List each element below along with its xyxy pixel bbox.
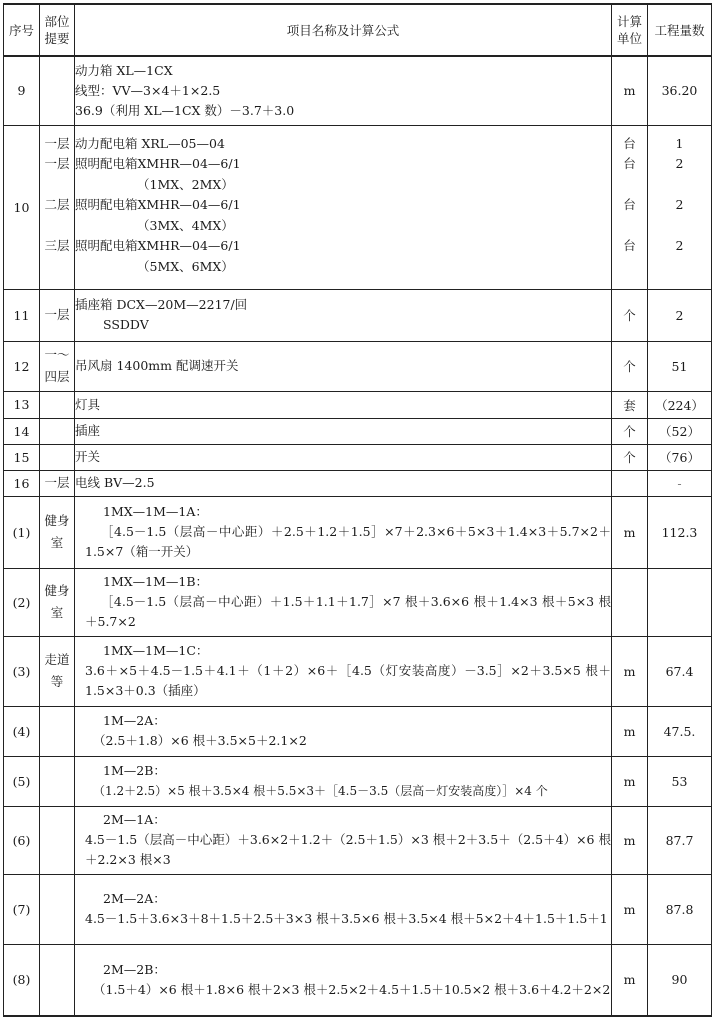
table-row	[4, 289, 712, 341]
row-no: (6)	[4, 806, 40, 874]
item-line: 线型：VV—3×4＋1×2.5	[75, 82, 221, 98]
item-title: 1M—2B：	[103, 763, 166, 778]
item-formula: （1.2＋2.5）×5 根＋3.5×4 根＋5.5×3＋［4.5－3.5（层高－灯安装高度）］×4 个	[93, 784, 548, 798]
item-title: 1MX—1M—1B：	[103, 574, 209, 589]
row-part	[40, 418, 75, 444]
row-item	[75, 496, 612, 568]
unit-line	[612, 257, 647, 278]
unit-line: 台	[623, 197, 636, 212]
part-line	[40, 216, 74, 237]
item-line: 动力配电箱 XRL—05—04	[75, 135, 225, 151]
row-item: 开关	[75, 444, 612, 470]
part-line: 走道	[44, 652, 70, 667]
item-line: （1MX、2MX）	[137, 176, 234, 192]
item-line: 照明配电箱XMHR—04—6/1	[75, 238, 241, 253]
item-line: 36.9（利用 XL—1CX 数）－3.7＋3.0	[75, 102, 295, 118]
part-line: 二层	[44, 197, 70, 212]
row-part	[40, 756, 75, 806]
row-qty: 47.5.	[648, 706, 712, 756]
row-part	[40, 56, 75, 125]
qty-line	[648, 175, 711, 196]
row-item	[75, 56, 612, 125]
part-line: 室	[50, 535, 64, 550]
row-item: 吊风扇 1400mm 配调速开关	[75, 341, 612, 391]
row-item	[75, 289, 612, 341]
row-qty: 67.4	[648, 636, 712, 706]
part-line	[40, 257, 74, 278]
table-row	[4, 756, 712, 806]
qty-line: 1	[675, 135, 684, 151]
part-line: 室	[50, 605, 64, 620]
header-qty: 工程量数	[648, 4, 712, 56]
row-item	[75, 568, 612, 636]
row-item: 电线 BV—2.5	[75, 470, 612, 496]
item-formula: 3.6＋×5＋4.5－1.5＋4.1＋（1＋2）×6＋［4.5（灯安装高度）－3.5］×2＋3.5×5 根＋1.5×3＋0.3（插座）	[85, 663, 611, 698]
part-line: 健身	[44, 513, 70, 528]
part-line	[40, 175, 74, 196]
unit-line: 台	[623, 135, 636, 151]
row-no: 14	[4, 418, 40, 444]
row-qty	[648, 125, 712, 289]
item-title: 1M—2A：	[103, 713, 166, 728]
row-part	[40, 636, 75, 706]
row-no: 9	[4, 56, 40, 125]
row-unit: m	[612, 56, 648, 125]
row-no: 15	[4, 444, 40, 470]
row-qty: （76）	[648, 444, 712, 470]
row-part	[40, 391, 75, 418]
table-row	[4, 568, 712, 636]
row-qty: 2	[648, 289, 712, 341]
row-item: 灯具	[75, 391, 612, 418]
item-formula: 4.5－1.5（层高－中心距）＋3.6×2＋1.2＋（2.5＋1.5）×3 根＋2＋3.5＋（2.5＋4）×6 根＋2.2×3 根×3	[85, 832, 611, 867]
row-qty: 87.8	[648, 874, 712, 944]
unit-line	[612, 175, 647, 196]
row-part	[40, 944, 75, 1016]
row-part	[40, 874, 75, 944]
row-no: (5)	[4, 756, 40, 806]
part-line: 一层	[44, 156, 70, 171]
row-no: (1)	[4, 496, 40, 568]
table-row	[4, 874, 712, 944]
row-qty: 53	[648, 756, 712, 806]
row-unit	[612, 125, 648, 289]
row-no: (3)	[4, 636, 40, 706]
row-item	[75, 125, 612, 289]
unit-line	[612, 216, 647, 237]
row-unit: m	[612, 806, 648, 874]
item-title: 2M—1A：	[103, 812, 166, 827]
row-unit: m	[612, 944, 648, 1016]
item-title: 2M—2B：	[103, 961, 166, 977]
row-unit	[612, 470, 648, 496]
row-part	[40, 125, 75, 289]
quantity-table	[3, 3, 712, 1017]
part-line: 健身	[44, 583, 70, 598]
row-unit: m	[612, 636, 648, 706]
item-title: 1MX—1M—1A：	[103, 504, 208, 519]
row-item	[75, 756, 612, 806]
row-no: (8)	[4, 944, 40, 1016]
row-qty: 112.3	[648, 496, 712, 568]
row-qty: 87.7	[648, 806, 712, 874]
table-row	[4, 418, 712, 444]
part-line: 等	[50, 674, 64, 689]
row-part	[40, 806, 75, 874]
table-row	[4, 391, 712, 418]
row-unit: m	[612, 756, 648, 806]
header-unit	[612, 4, 648, 56]
table-row	[4, 444, 712, 470]
row-unit: m	[612, 706, 648, 756]
item-formula: 4.5－1.5＋3.6×3＋8＋1.5＋2.5＋3×3 根＋3.5×6 根＋3.5×4 根＋5×2＋4＋1.5＋1.5＋1	[85, 911, 608, 926]
row-no: 16	[4, 470, 40, 496]
row-unit: m	[612, 874, 648, 944]
row-unit: 个	[612, 418, 648, 444]
row-unit	[612, 568, 648, 636]
row-qty: -	[648, 470, 712, 496]
row-item: 插座	[75, 418, 612, 444]
row-unit: 个	[612, 289, 648, 341]
item-title: 2M—2A：	[103, 891, 166, 906]
row-unit: 个	[612, 444, 648, 470]
unit-line: 台	[623, 238, 636, 253]
table-row	[4, 944, 712, 1016]
header-no: 序号	[4, 4, 40, 56]
part-line: 四层	[44, 369, 70, 384]
row-qty: 36.20	[648, 56, 712, 125]
header-unit-label: 计算单位	[616, 14, 642, 46]
item-formula: ［4.5－1.5（层高－中心距）＋2.5＋1.2＋1.5］×7＋2.3×6＋5×3＋1.4×3＋5.7×2＋1.5×7（箱一开关）	[85, 524, 611, 559]
item-line: 插座箱 DCX—20M—2217/回	[75, 297, 248, 312]
row-no: 10	[4, 125, 40, 289]
item-line: 照明配电箱XMHR—04—6/1	[75, 197, 241, 212]
row-qty: （52）	[648, 418, 712, 444]
row-no: (7)	[4, 874, 40, 944]
header-part-label: 部位提要	[44, 14, 70, 46]
row-unit: m	[612, 496, 648, 568]
qty-line	[648, 216, 711, 237]
row-part: 一层	[40, 289, 75, 341]
row-unit: 个	[612, 341, 648, 391]
table-row	[4, 636, 712, 706]
table-row	[4, 341, 712, 391]
table-row	[4, 470, 712, 496]
row-qty: 90	[648, 944, 712, 1016]
item-line: SSDDV	[103, 317, 149, 332]
item-line: （5MX、6MX）	[137, 258, 234, 274]
table-row	[4, 706, 712, 756]
item-formula: （1.5＋4）×6 根＋1.8×6 根＋2×3 根＋2.5×2＋4.5＋1.5＋10.5×2 根＋3.6＋4.2＋2×2	[93, 981, 611, 997]
part-line: 一层	[44, 135, 70, 151]
item-formula: ［4.5－1.5（层高－中心距）＋1.5＋1.1＋1.7］×7 根＋3.6×6 根＋1.4×3 根＋5×3 根＋5.7×2	[85, 594, 611, 629]
part-line: 三层	[44, 238, 70, 253]
row-qty	[648, 568, 712, 636]
header-part	[40, 4, 75, 56]
item-line: 动力箱 XL—1CX	[75, 62, 173, 78]
row-qty: （224）	[648, 391, 712, 418]
table-row	[4, 125, 712, 289]
item-line: 照明配电箱XMHR—04—6/1	[75, 156, 241, 171]
row-no: (2)	[4, 568, 40, 636]
unit-line: 台	[623, 156, 636, 171]
row-no: (4)	[4, 706, 40, 756]
row-no: 13	[4, 391, 40, 418]
item-title: 1MX—1M—1C：	[103, 643, 209, 658]
row-part	[40, 706, 75, 756]
row-part	[40, 444, 75, 470]
item-line: （3MX、4MX）	[137, 217, 234, 233]
row-no: 12	[4, 341, 40, 391]
row-part: 一层	[40, 470, 75, 496]
table-row	[4, 56, 712, 125]
table-row	[4, 496, 712, 568]
qty-line	[648, 257, 711, 278]
header-item: 项目名称及计算公式	[75, 4, 612, 56]
qty-line: 2	[675, 238, 684, 253]
item-formula: （2.5＋1.8）×6 根＋3.5×5＋2.1×2	[93, 733, 307, 748]
row-item	[75, 636, 612, 706]
qty-line: 2	[675, 197, 684, 212]
row-item	[75, 806, 612, 874]
qty-line: 2	[675, 156, 684, 171]
row-part	[40, 496, 75, 568]
row-item	[75, 944, 612, 1016]
table-header-row	[4, 4, 712, 56]
row-unit: 套	[612, 391, 648, 418]
row-part	[40, 341, 75, 391]
row-item	[75, 706, 612, 756]
row-no: 11	[4, 289, 40, 341]
row-item	[75, 874, 612, 944]
part-line: 一～	[44, 347, 70, 362]
row-qty: 51	[648, 341, 712, 391]
table-row	[4, 806, 712, 874]
row-part	[40, 568, 75, 636]
